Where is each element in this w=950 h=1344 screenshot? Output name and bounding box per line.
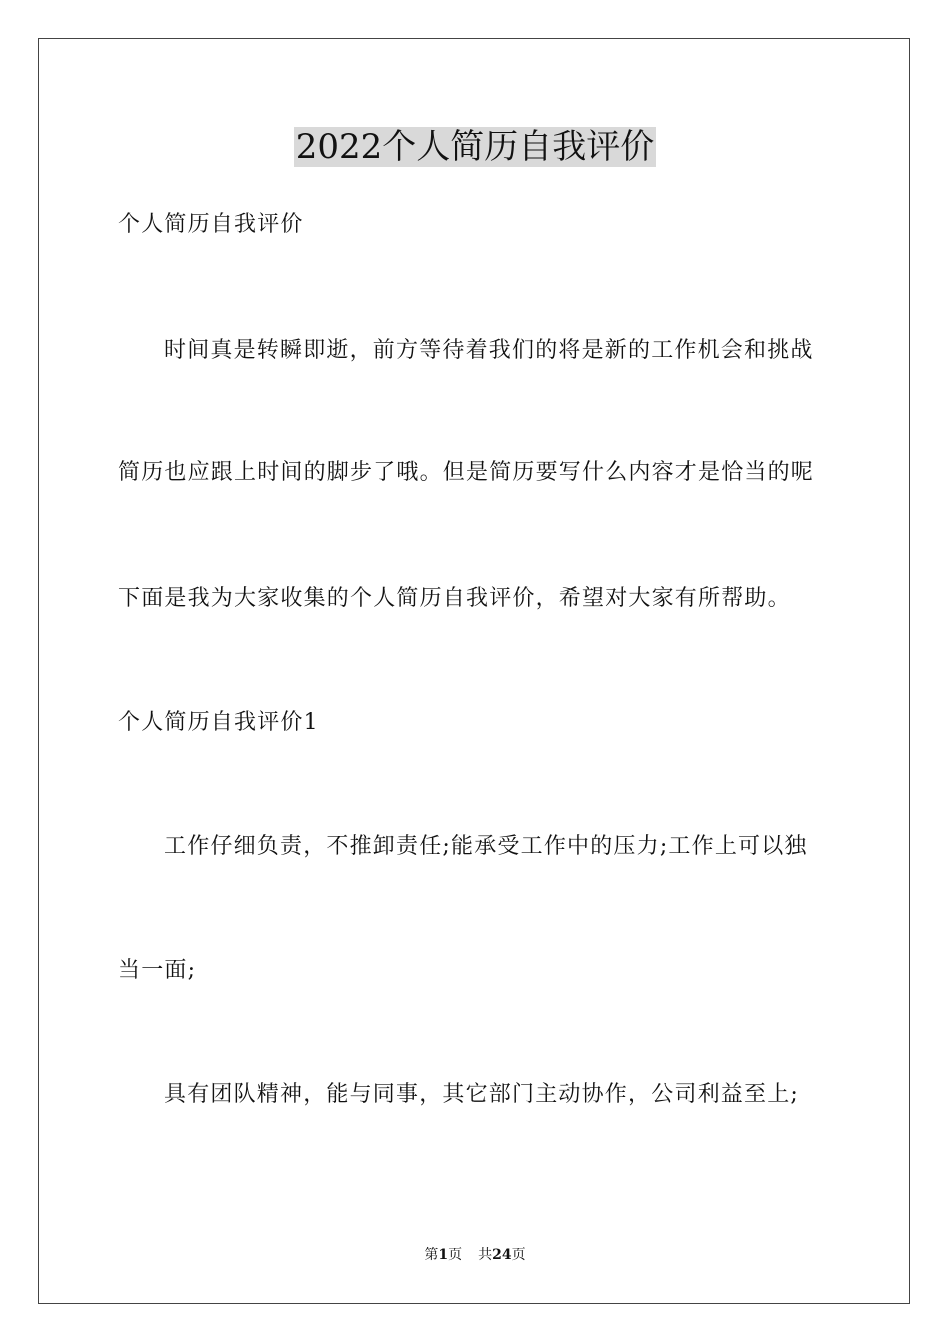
paragraph-line: 具有团队精神，能与同事，其它部门主动协作，公司利益至上; (164, 1082, 800, 1107)
section-heading: 个人简历自我评价1 (118, 710, 319, 735)
section-heading: 个人简历自我评价 (118, 212, 304, 237)
total-prefix: 共 (478, 1247, 493, 1263)
paragraph-line: 简历也应跟上时间的脚步了哦。但是简历要写什么内容才是恰当的呢 (118, 460, 815, 485)
paragraph-line: 工作仔细负责，不推卸责任;能承受工作中的压力;工作上可以独 (164, 834, 808, 859)
paragraph-line: 下面是我为大家收集的个人简历自我评价，希望对大家有所帮助。 (118, 586, 791, 611)
total-pages: 24 (492, 1247, 512, 1263)
page-prefix: 第 (424, 1247, 439, 1263)
page-footer (0, 1246, 950, 1264)
paragraph-line: 当一面; (118, 958, 197, 983)
document-title (0, 126, 950, 168)
document-title-text: 2022个人简历自我评价 (295, 127, 655, 167)
paragraph-line: 时间真是转瞬即逝，前方等待着我们的将是新的工作机会和挑战 (164, 338, 814, 363)
total-suffix: 页 (511, 1247, 526, 1263)
page-number: 1 (438, 1247, 449, 1263)
page-suffix: 页 (448, 1247, 463, 1263)
